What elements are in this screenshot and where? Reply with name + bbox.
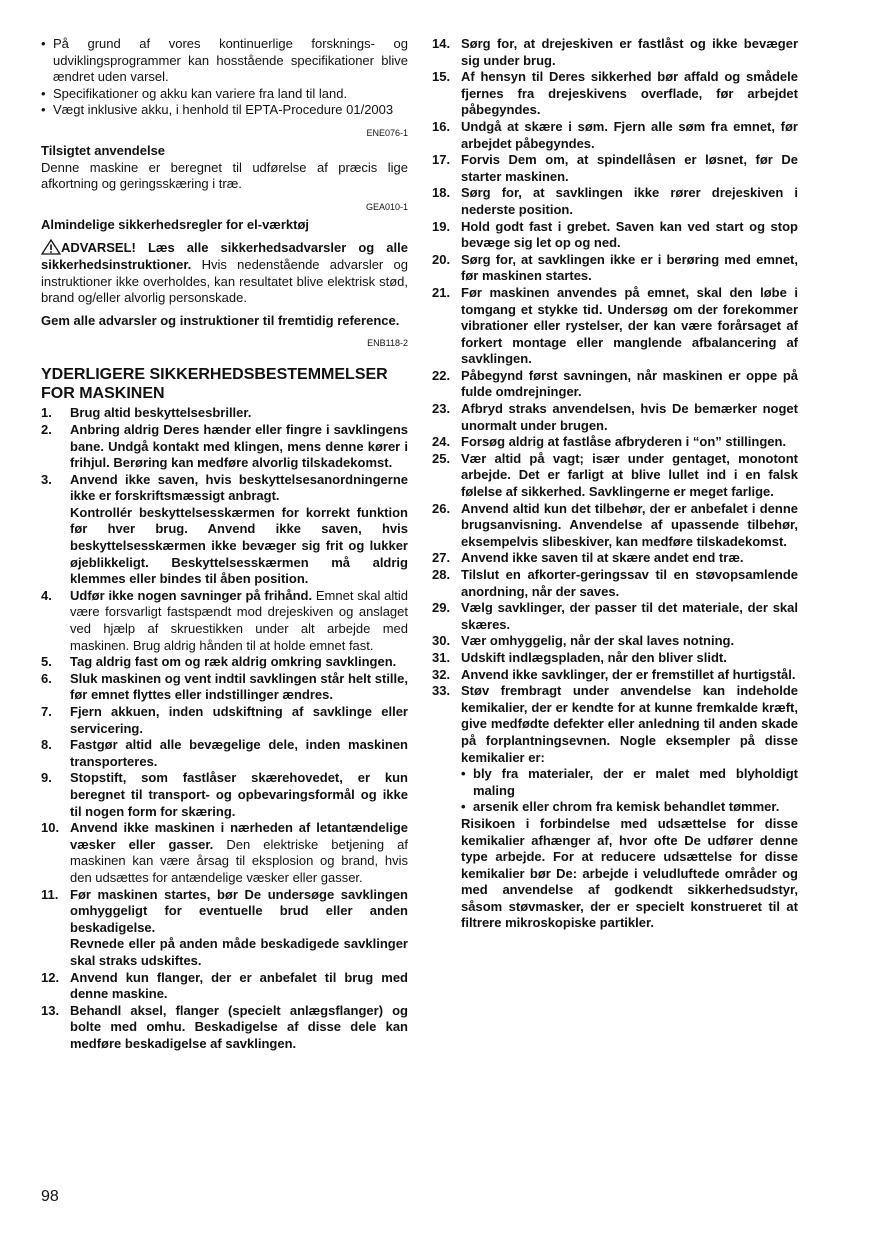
- safety-item: [432, 285, 798, 368]
- item-number: 1.: [41, 405, 52, 421]
- safety-item: [432, 451, 798, 501]
- item-bold-text: Fastgør altid alle bevægelige dele, inden maskinen transporteres.: [70, 737, 408, 769]
- safety-item: [432, 650, 798, 667]
- safety-item: [432, 252, 798, 285]
- item-bold-text: Anvend ikke saven, hvis beskyttelsesanordningerne ikke er forskriftsmæssigt anbragt.: [70, 471, 408, 504]
- item-bold-text: Tag aldrig fast om og ræk aldrig omkring savklingen.: [70, 654, 397, 670]
- safety-item: [41, 654, 408, 671]
- safety-item: [41, 770, 408, 820]
- item-bold-text: Vær omhyggelig, når der skal laves notning.: [461, 633, 735, 649]
- item-number: 28.: [432, 567, 451, 582]
- safety-item: [432, 36, 798, 69]
- item-bold-text: Før maskinen startes, bør De undersøge savklingen omhyggeligt for eventuelle brud eller anden beskadigelse.: [70, 886, 408, 935]
- warning-triangle-icon: [41, 239, 61, 255]
- safety-item: [432, 401, 798, 434]
- item-number: 14.: [432, 36, 451, 51]
- item-bold-text: Påbegynd først savningen, når maskinen er oppe på fulde omdrejninger.: [461, 367, 798, 400]
- item-bold-text: Før maskinen anvendes på emnet, skal den løbe i tomgang et stykke tid. Undersøg om der forekommer vibrationer eller rystelser, der kan være forårsaget af forkert montage eller manglende afbalancering af savklingen.: [461, 284, 798, 367]
- safety-item: [41, 422, 408, 472]
- item-number: 11.: [41, 886, 59, 902]
- item-bold-text: Anvend ikke saven til at skære andet end træ.: [461, 550, 744, 566]
- item-bold-text: Vær altid på vagt; især under gentaget, monotont arbejde. Det er farligt at blive lullet ind i en falsk følelse af sikkerhed. Savklingerne er meget farlige.: [461, 450, 798, 500]
- item-number: 9.: [41, 770, 52, 786]
- intended-use-title: Tilsigtet anvendelse: [41, 142, 166, 158]
- warning-paragraph: [41, 239, 408, 306]
- safety-item: [432, 219, 798, 252]
- item-number: 30.: [432, 633, 451, 649]
- safety-item: [41, 820, 408, 886]
- item-sub-bullet: • arsenik eller chrom fra kemisk behandlet tømmer.: [461, 799, 798, 816]
- item-sub-bullet: • bly fra materialer, der er malet med blyholdigt maling: [461, 766, 798, 799]
- warning-text: Hvis nedenstående advarsler og instruktioner ikke overholdes, kan resultatet blive elektrisk stød, brand og/eller alvorlig personskade.: [41, 256, 408, 306]
- safety-item: [432, 501, 798, 551]
- safety-item: [41, 737, 408, 770]
- item-normal-text: Emnet skal altid være forsvarligt fastspændt mod drejeskiven og anslaget ved hjælp af skruestikken under alt arbejde med maskinen. Brug aldrig hånden til at holde emnet fast.: [70, 587, 408, 653]
- item-number: 16.: [432, 118, 451, 134]
- item-number: 2.: [41, 421, 52, 437]
- item-number: 12.: [41, 969, 60, 985]
- item-bold-text: Sluk maskinen og vent indtil savklingen står helt stille, før emnet flyttes eller indstillinger ændres.: [70, 670, 408, 703]
- item-number: 20.: [432, 251, 451, 267]
- safety-item: [41, 970, 408, 1003]
- right-column: [432, 36, 798, 932]
- section-code: ENB118-2: [367, 338, 408, 349]
- item-bold-text: Udskift indlægspladen, når den bliver slidt.: [461, 649, 727, 665]
- keep-instructions: Gem alle advarsler og instruktioner til fremtidig reference.: [41, 312, 400, 328]
- item-number: 19.: [432, 218, 451, 234]
- page-number: 98: [41, 1188, 59, 1205]
- safety-item: [41, 405, 408, 422]
- item-number: 4.: [41, 587, 52, 603]
- safety-item: [432, 119, 798, 152]
- section-code: ENE076-1: [366, 127, 408, 138]
- safety-item: [432, 185, 798, 218]
- item-number: 26.: [432, 500, 451, 516]
- item-number: 23.: [432, 401, 451, 417]
- item-number: 29.: [432, 600, 451, 616]
- item-number: 13.: [41, 1002, 60, 1018]
- left-column: [41, 36, 408, 1052]
- item-bold-text: Sørg for, at savklingen ikke er i berøring med emnet, før maskinen startes.: [461, 251, 798, 284]
- item-bold-text: Sørg for, at savklingen ikke rører drejeskiven i nederste position.: [461, 185, 798, 217]
- safety-item: [41, 704, 408, 737]
- item-number: 3.: [41, 471, 52, 487]
- item-bold-text: Støv frembragt under anvendelse kan indeholde kemikalier, der er kendte for at kunne fremkalde kræft, give medfødte defekter eller anledning til anden skade på forplantningsevnen. Nogle eksempler på disse kemikalier er:: [461, 683, 798, 765]
- item-number: 6.: [41, 670, 52, 686]
- safety-item: [432, 434, 798, 451]
- item-bold-text: Anvend altid kun det tilbehør, der er anbefalet i denne brugsanvisning. Anvendelse af upassende tilbehør, eksempelvis slibeskiver, kan medføre tilskadekomst.: [461, 500, 798, 549]
- item-number: 10.: [41, 820, 60, 836]
- spec-bullet: • Vægt inklusive akku, i henhold til EPTA-Procedure 01/2003: [41, 102, 408, 119]
- safety-item: [432, 567, 798, 600]
- item-bold-text: Behandl aksel, flanger (specielt anlægsflanger) og bolte med omhu. Beskadigelse af disse dele kan medføre beskadigelse af savklingen.: [70, 1002, 408, 1051]
- warning-bold: ADVARSEL! Læs alle sikkerhedsadvarsler og alle sikkerhedsinstruktioner.: [41, 240, 408, 272]
- safety-list-right: [432, 36, 798, 932]
- additional-safety-title: YDERLIGERE SIKKERHEDSBESTEMMELSER FOR MASKINEN: [41, 366, 388, 403]
- safety-item: [41, 671, 408, 704]
- item-number: 15.: [432, 69, 451, 85]
- item-bold-text: Anvend ikke maskinen i nærheden af letantændelige væsker eller gasser.: [70, 820, 408, 852]
- item-extra-text: Revnede eller på anden måde beskadigede savklinger skal straks udskiftes.: [70, 936, 408, 968]
- item-extra-text: Kontrollér beskyttelsesskærmen for korrekt funktion før hver brug. Anvend ikke saven, hvis beskyttelsesskærmen ikke bevæger sig frit og lukker øjeblikkeligt. Beskyttelsesskærmen må aldrig klemmes eller bindes til åben position.: [70, 504, 408, 587]
- item-bold-text: Sørg for, at drejeskiven er fastlåst og ikke bevæger sig under brug.: [461, 36, 798, 68]
- spec-bullet: • På grund af vores kontinuerlige forsknings- og udviklingsprogrammer kan hosstående specifikationer blive ændret uden varsel.: [41, 36, 408, 86]
- item-normal-text: Den elektriske betjening af maskinen kan være årsag til eksplosion og brand, hvis den udsættes for antændelige væsker eller gasser.: [70, 836, 408, 885]
- safety-item: [41, 1003, 408, 1053]
- item-number: 5.: [41, 654, 52, 670]
- item-bold-text: Tilslut en afkorter-geringssav til en støvopsamlende anordning, når der saves.: [461, 567, 798, 599]
- item-number: 17.: [432, 152, 451, 168]
- safety-list-left: [41, 405, 408, 1052]
- item-bold-text: Afbryd straks anvendelsen, hvis De bemærker noget unormalt under brugen.: [461, 401, 798, 433]
- safety-item: [41, 472, 408, 588]
- item-number: 33.: [432, 683, 451, 699]
- item-bold-text: Stopstift, som fastlåser skærehovedet, er kun beregnet til transport- og opbevaringsformål og ikke til nogen form for skæring.: [70, 770, 408, 819]
- safety-item: [432, 683, 798, 932]
- item-bold-text: Forsøg aldrig at fastlåse afbryderen i “on” stillingen.: [461, 434, 787, 450]
- item-number: 8.: [41, 737, 52, 753]
- item-bold-text: Vælg savklinger, der passer til det materiale, der skal skæres.: [461, 600, 798, 632]
- safety-item: [41, 588, 408, 654]
- item-number: 25.: [432, 450, 451, 466]
- item-number: 31.: [432, 649, 451, 665]
- safety-item: [432, 152, 798, 185]
- general-safety-title: Almindelige sikkerhedsregler for el-værktøj: [41, 216, 310, 232]
- section-code: GEA010-1: [365, 201, 408, 212]
- item-bold-text: Anbring aldrig Deres hænder eller fingre i savklingens bane. Undgå kontakt med klingen, mens denne kører i frihjul. Berøring kan medføre alvorlig tilskadekomst.: [70, 421, 408, 471]
- item-bold-text: Anvend ikke savklinger, der er fremstillet af hurtigstål.: [461, 666, 796, 682]
- intended-use-text: Denne maskine er beregnet til udførelse af præcis lige afkortning og geringsskæring i træ.: [41, 159, 408, 192]
- safety-item: [41, 887, 408, 970]
- item-bold-text: Af hensyn til Deres sikkerhed bør affald og smådele fjernes fra drejeskivens overflade, før arbejdet påbegyndes.: [461, 69, 798, 118]
- safety-item: [432, 633, 798, 650]
- item-extra-text: Risikoen i forbindelse med udsættelse for disse kemikalier afhænger af, hvor ofte De udfører denne type arbejde. For at reducere udsættelse for disse kemikalier bør De: arbejde i veludluftede områder og med anvendelse af godkendt sikkerhedsudstyr, såsom støvmasker, der er specielt konstrueret til at filtrere mikroskopiske partikler.: [461, 815, 798, 931]
- item-bold-text: Udfør ikke nogen savninger på frihånd.: [70, 587, 313, 603]
- safety-item: [432, 69, 798, 119]
- item-bold-text: Hold godt fast i grebet. Saven kan ved start og stop bevæge sig let op og ned.: [461, 218, 798, 251]
- item-bold-text: Forvis Dem om, at spindellåsen er løsnet, før De starter maskinen.: [461, 152, 798, 184]
- item-number: 32.: [432, 666, 451, 682]
- item-bold-text: Undgå at skære i søm. Fjern alle søm fra emnet, før arbejdet påbegyndes.: [461, 118, 798, 151]
- item-number: 27.: [432, 550, 451, 566]
- item-number: 7.: [41, 704, 52, 719]
- safety-item: [432, 368, 798, 401]
- spec-bullet: • Specifikationer og akku kan variere fra land til land.: [41, 86, 408, 103]
- item-number: 21.: [432, 284, 451, 300]
- safety-item: [432, 667, 798, 684]
- safety-item: [432, 550, 798, 567]
- item-bold-text: Fjern akkuen, inden udskiftning af savklinge eller servicering.: [70, 704, 408, 736]
- safety-item: [432, 600, 798, 633]
- item-bold-text: Brug altid beskyttelsesbriller.: [70, 405, 252, 421]
- item-number: 24.: [432, 434, 451, 450]
- item-bold-text: Anvend kun flanger, der er anbefalet til brug med denne maskine.: [70, 969, 408, 1002]
- item-number: 22.: [432, 367, 451, 383]
- item-number: 18.: [432, 185, 451, 201]
